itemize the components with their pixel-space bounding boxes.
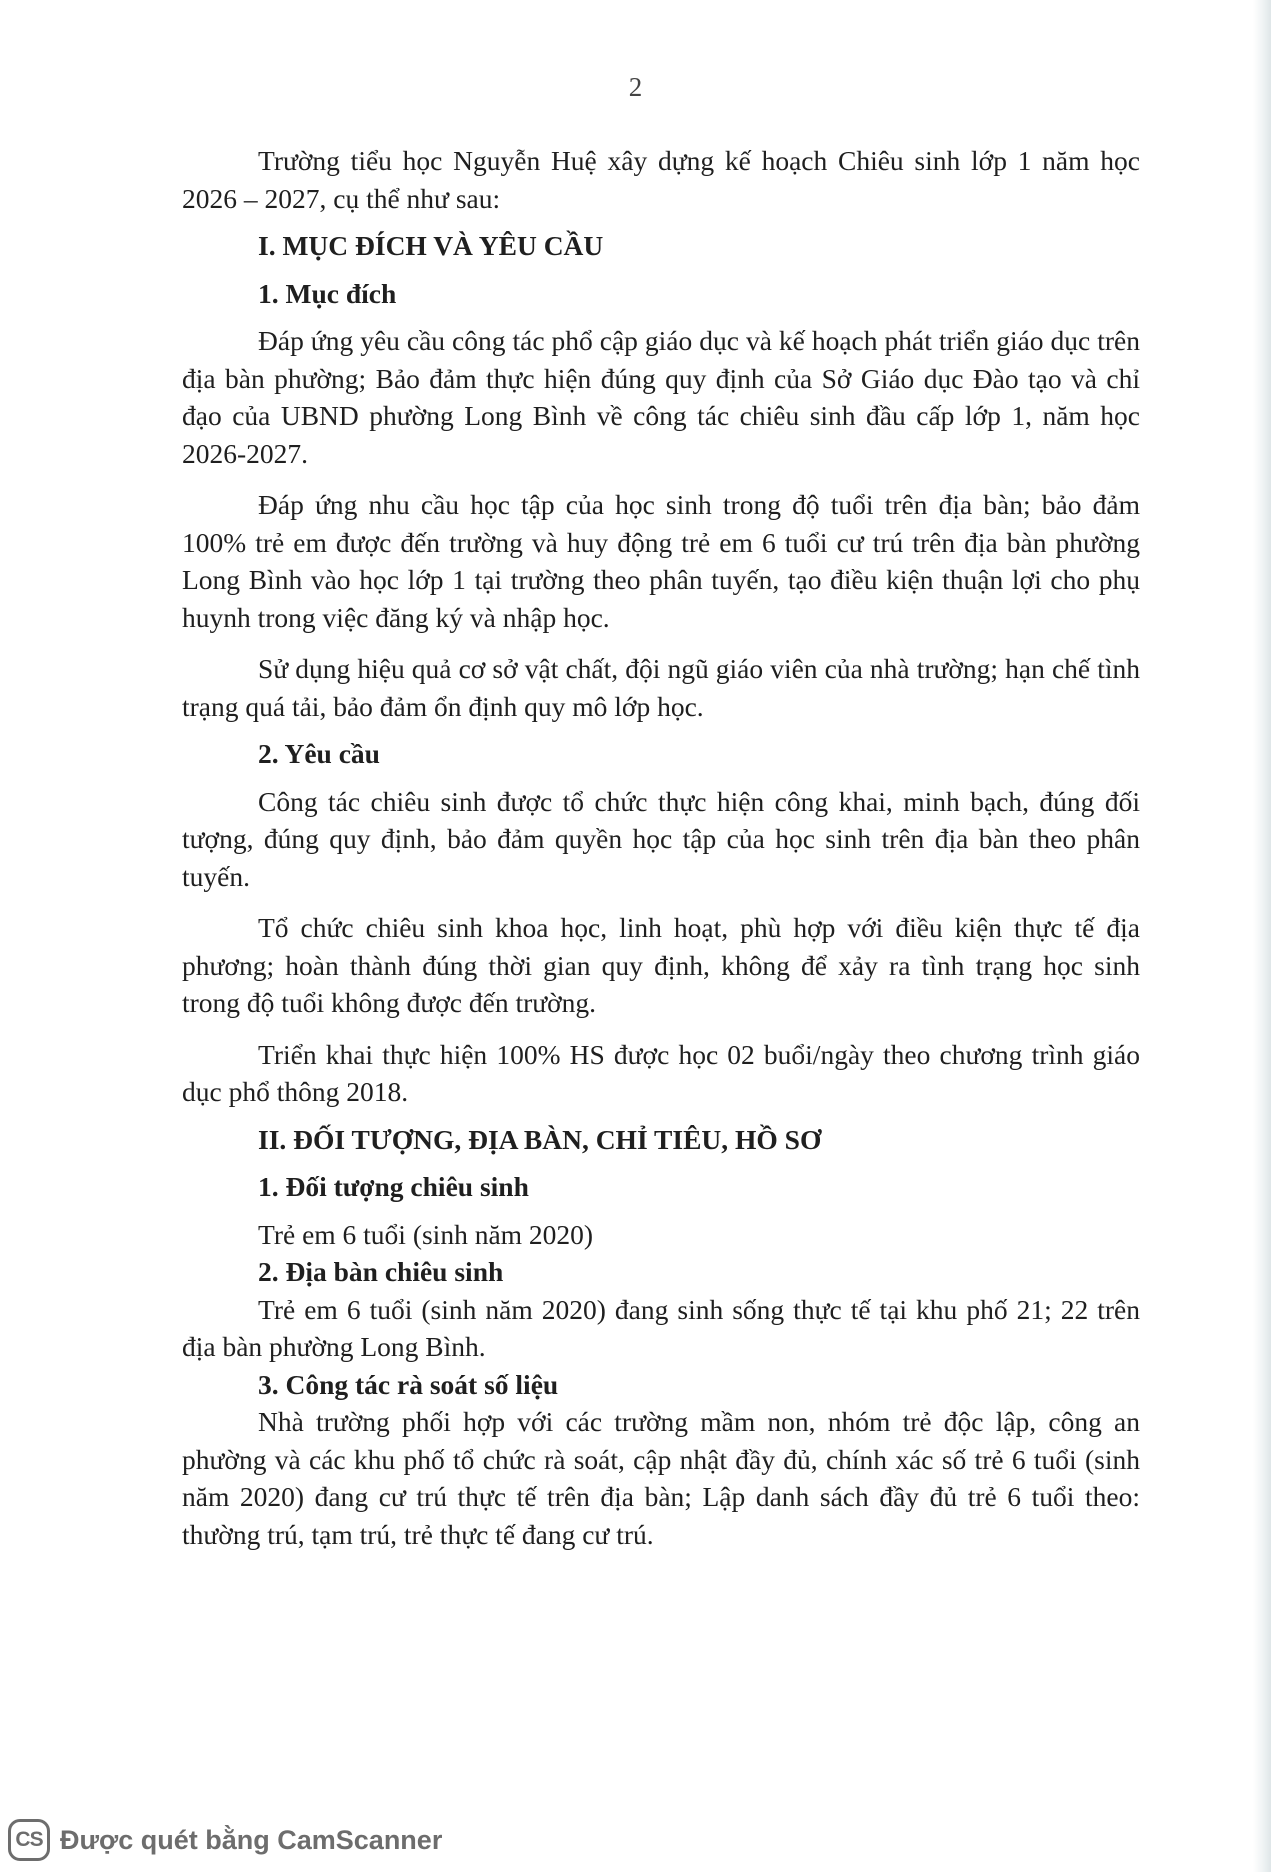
- camscanner-text: Được quét bằng CamScanner: [60, 1824, 443, 1855]
- subsection-area-heading: 2. Địa bàn chiêu sinh: [258, 1256, 504, 1287]
- purpose-paragraph-2: Đáp ứng nhu cầu học tập của học sinh trong độ tuổi trên địa bàn; bảo đảm 100% trẻ em được đến trường và huy động trẻ em 6 tuổi cư trú trên địa bàn phường Long Bình vào học lớp 1 tại trường theo phân tuyến, tạo điều kiện thuận lợi cho phụ huynh trong việc đăng ký và nhập học.: [182, 489, 1140, 633]
- area-text: Trẻ em 6 tuổi (sinh năm 2020) đang sinh sống thực tế tại khu phố 21; 22 trên địa bàn phường Long Bình.: [182, 1293, 1140, 1362]
- intro-paragraph: Trường tiểu học Nguyễn Huệ xây dựng kế hoạch Chiêu sinh lớp 1 năm học 2026 – 2027, cụ thể như sau:: [182, 145, 1140, 214]
- purpose-paragraph-3: Sử dụng hiệu quả cơ sở vật chất, đội ngũ giáo viên của nhà trường; hạn chế tình trạng quá tải, bảo đảm ổn định quy mô lớp học.: [182, 653, 1140, 722]
- purpose-paragraph-1: Đáp ứng yêu cầu công tác phổ cập giáo dục và kế hoạch phát triển giáo dục trên địa bàn phường; Bảo đảm thực hiện đúng quy định của Sở Giáo dục Đào tạo và chỉ đạo của UBND phường Long Bình về công tác chiêu sinh đầu cấp lớp 1, năm học 2026-2027.: [182, 325, 1140, 469]
- scan-edge-shadow: [1253, 0, 1271, 1872]
- subsection-requirements-heading: 2. Yêu cầu: [258, 738, 380, 769]
- data-review-text: Nhà trường phối hợp với các trường mầm non, nhóm trẻ độc lập, công an phường và các khu phố tổ chức rà soát, cập nhật đầy đủ, chính xác số trẻ 6 tuổi (sinh năm 2020) đang cư trú thực tế trên địa bàn; Lập danh sách đầy đủ trẻ 6 tuổi theo: thường trú, tạm trú, trẻ thực tế đang cư trú.: [182, 1406, 1140, 1550]
- subsection-data-review-heading: 3. Công tác rà soát số liệu: [258, 1368, 559, 1400]
- subsection-target-heading: 1. Đối tượng chiêu sinh: [258, 1171, 529, 1202]
- section-2-heading: II. ĐỐI TƯỢNG, ĐỊA BÀN, CHỈ TIÊU, HỒ SƠ: [258, 1123, 822, 1155]
- subsection-purpose-heading: 1. Mục đích: [258, 277, 397, 309]
- camscanner-watermark: [8, 1818, 442, 1862]
- section-1-heading: I. MỤC ĐÍCH VÀ YÊU CẦU: [258, 230, 604, 261]
- camscanner-logo-icon: CS: [8, 1819, 50, 1861]
- requirements-paragraph-3: Triển khai thực hiện 100% HS được học 02 buổi/ngày theo chương trình giáo dục phổ thông 2018.: [182, 1038, 1140, 1107]
- target-text: Trẻ em 6 tuổi (sinh năm 2020): [258, 1218, 594, 1250]
- page-number: 2: [628, 72, 643, 102]
- requirements-paragraph-2: Tổ chức chiêu sinh khoa học, linh hoạt, phù hợp với điều kiện thực tế địa phương; hoàn thành đúng thời gian quy định, không để xảy ra tình trạng học sinh trong độ tuổi không được đến trường.: [182, 912, 1140, 1018]
- document-body: [182, 142, 1140, 1553]
- requirements-paragraph-1: Công tác chiêu sinh được tổ chức thực hiện công khai, minh bạch, đúng đối tượng, đúng quy định, bảo đảm quyền học tập của học sinh trên địa bàn theo phân tuyến.: [182, 785, 1140, 892]
